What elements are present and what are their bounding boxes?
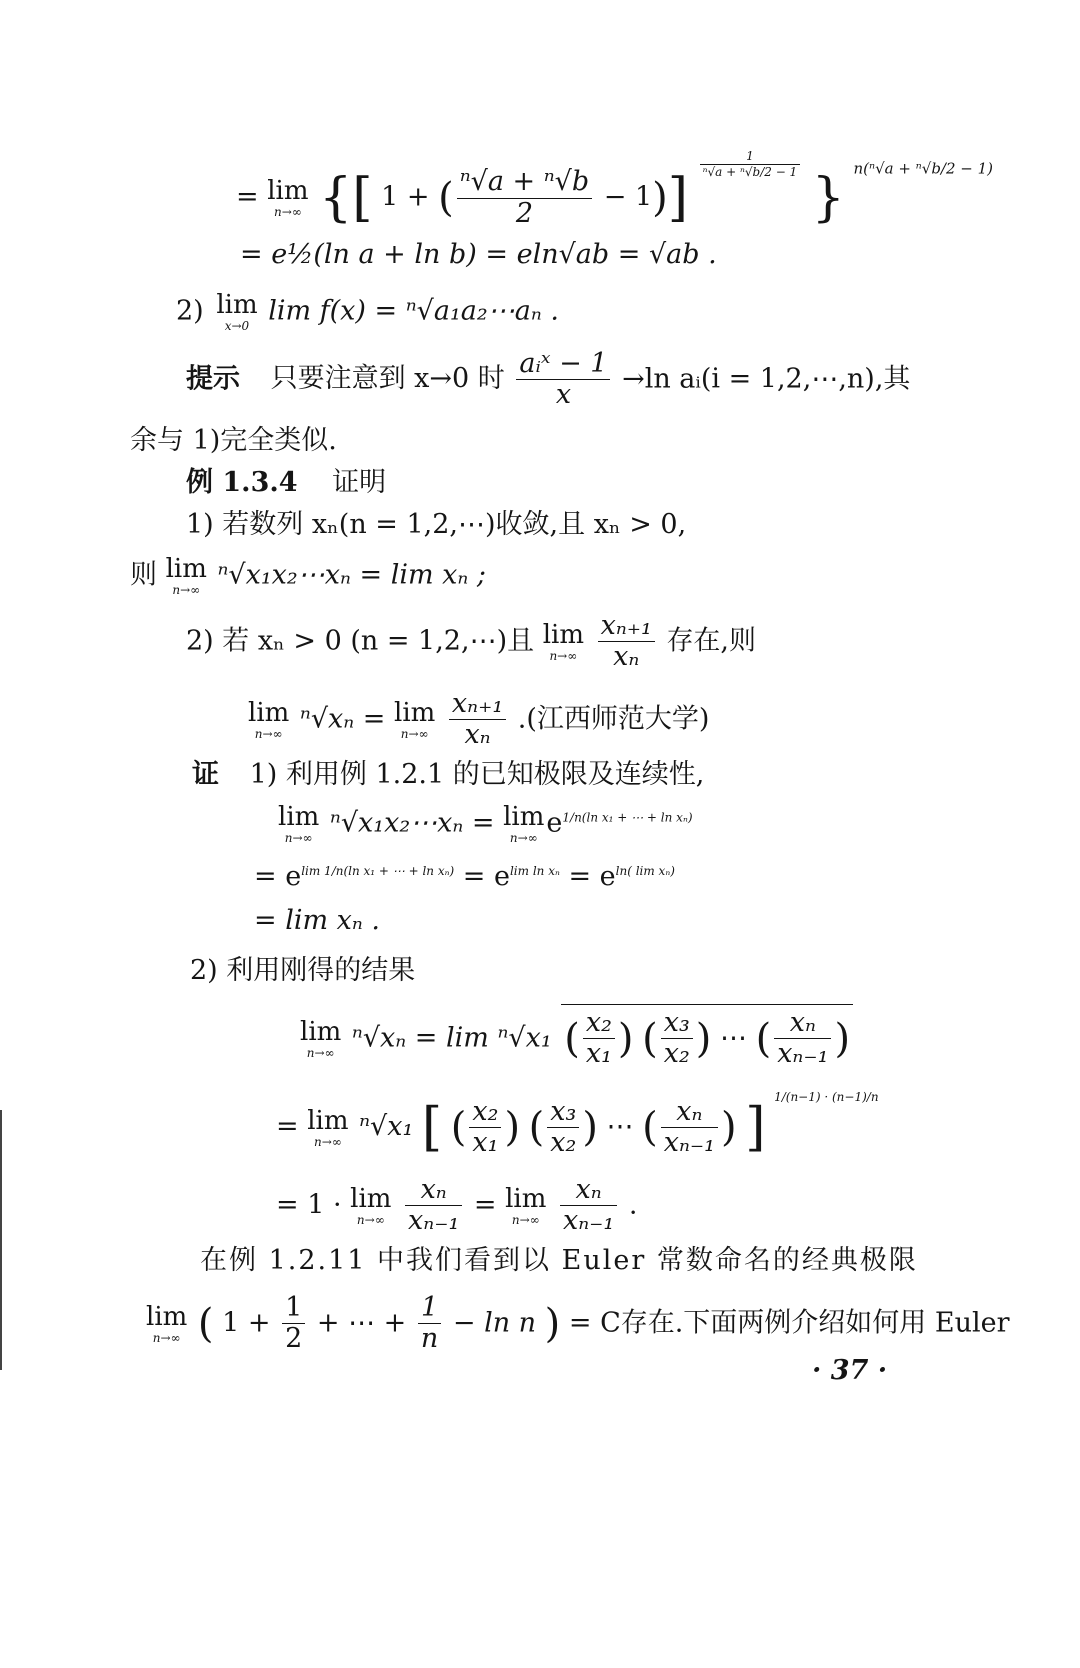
fraction-half: $\frac{1}{2}$ (282, 1294, 305, 1354)
limit-operator: lim n→∞ (505, 1183, 547, 1227)
eq-top-line-1: = lim n→∞ {[ 1 + ( $\frac{\text{ⁿ√a + ⁿ√b}}{2}$ − 1)] $\frac{1}{\text{ⁿ√a + ⁿ√b/2 − 1}}$ } $^{n(^n√a + ^n√b/2 - 1)}$ (236, 149, 994, 229)
inner-exponent: $\frac{1}{\text{ⁿ√a + ⁿ√b/2 − 1}}$ (700, 150, 801, 178)
limit-operator: lim n→∞ (248, 697, 290, 741)
proof-1-step-c (254, 904, 380, 938)
proof-1-step-a-left: ⁿ√x₁x₂⋯xₙ = (329, 807, 495, 839)
example-verb: 证明 (332, 467, 387, 498)
limit-operator: lim n→∞ (165, 554, 207, 597)
paragraph-line-2: lim n→∞ ( 1 + $\frac{1}{2}$ + ⋯ + $\frac{1}{n}$ − ln n ) = C存在.下面两例介绍如何用 Euler (146, 1292, 1010, 1355)
proof-2-step-b: = lim n→∞ ⁿ√x₁ [ ( $\frac{\text{x₂}}{\text{x₁}}$ ) ( $\frac{\text{x₃}}{\text{x₂}}$ ) ⋯ ( $\frac{\text{xₙ}}{\text{xₙ₋₁}}$ ) ] $^{1/(n-1) \cdot (n-1)/n}$ (276, 1090, 879, 1158)
limit-operator: lim n→∞ (307, 1105, 349, 1149)
ratio-fraction: $\frac{\text{xₙ}}{\text{xₙ₋₁}}$ (560, 1176, 617, 1236)
hint-text-1: 只要注意到 x→0 时 (270, 363, 505, 395)
term-one-plus: 1 + (222, 1307, 271, 1339)
proof-1-step-b (254, 860, 675, 894)
then-word: 则 (130, 559, 157, 591)
proof-line-1: 1) 利用例 1.2.1 的已知极限及连续性, (249, 759, 705, 790)
paragraph-line-2-tail: = C存在.下面两例介绍如何用 Euler (568, 1307, 1010, 1339)
hint-continuation: 余与 1)完全类似. (130, 425, 337, 456)
paragraph-line-1: 在例 1.2.11 中我们看到以 Euler 常数命名的经典极限 (200, 1245, 918, 1276)
equals-e: = e (568, 861, 616, 892)
item-2 (176, 292, 559, 332)
example-item-1: 1) 若数列 xₙ(n = 1,2,⋯)收敛,且 xₙ > 0, (186, 509, 687, 540)
limit-operator: lim n→∞ (503, 802, 545, 845)
one-times: = 1 · (276, 1189, 342, 1221)
proof-1-result: = lim xₙ . (254, 905, 380, 936)
minus-one: − 1 (603, 181, 653, 213)
ratio-fraction: $\frac{\text{xₙ}}{\text{xₙ₋₁}}$ (405, 1176, 462, 1236)
root-limit-left: ⁿ√xₙ = (299, 703, 386, 735)
proof-heading (192, 758, 704, 792)
example-item-2 (186, 612, 756, 672)
series-dots: + ⋯ + (316, 1307, 407, 1339)
fraction-one-over-n: $\frac{1}{n}$ (418, 1294, 441, 1354)
hint-label: 提示 (186, 363, 240, 395)
eq-top-line-2 (240, 238, 717, 272)
nth-root-product: ( $\frac{\text{x₂}}{\text{x₁}}$ ) ( $\frac{\text{x₃}}{\text{x₂}}$ ) ⋯ ( $\frac{\text{xₙ}}{\text{xₙ₋₁}}$ ) (561, 1004, 853, 1069)
scan-edge-line (0, 1110, 2, 1370)
limit-operator: lim n→∞ (267, 176, 309, 220)
limit-operator: lim x→0 (216, 290, 258, 333)
exponent: 1/n(ln x₁ + ⋯ + ln xₙ) (562, 810, 693, 825)
proof-line-2: 2) 利用刚得的结果 (190, 955, 416, 986)
equals-e: = e (462, 861, 510, 892)
equals-sign: = (236, 181, 259, 213)
proof-label: 证 (192, 759, 219, 790)
proof-2-step-a-left: ⁿ√xₙ = lim ⁿ√x₁ (351, 1022, 552, 1054)
minus-ln-n: − ln n (452, 1307, 537, 1339)
example-heading (186, 466, 386, 500)
equals-e: = e (254, 861, 302, 892)
limit-operator: lim n→∞ (146, 1301, 188, 1345)
hint-fraction: $\frac{\text{aᵢˣ − 1}}{x}$ (516, 350, 610, 410)
example-item-2-text-a: 2) 若 xₙ > 0 (n = 1,2,⋯)且 (186, 625, 535, 657)
example-item-1-eq (130, 556, 486, 596)
item-2-body: lim f(x) = ⁿ√a₁a₂⋯aₙ . (268, 295, 559, 327)
ratio-fraction: $\frac{\text{xₙ₊₁}}{\text{xₙ}}$ (449, 690, 506, 750)
limit-operator: lim n→∞ (542, 619, 584, 663)
exponent: ln( lim xₙ) (615, 864, 675, 878)
example-item-2-eq (248, 690, 709, 750)
equals-sign: = (473, 1189, 497, 1221)
eq-top-line-2-text: = e½(ln a + ln b) = eln√ab = √ab . (240, 239, 717, 270)
period: . (628, 1189, 638, 1221)
hint-text-2: →ln aᵢ(i = 1,2,⋯,n),其 (622, 363, 911, 395)
proof-2-step-c (276, 1176, 637, 1236)
example-number: 例 1.3.4 (186, 467, 298, 498)
ratio-fraction: $\frac{\text{xₙ₊₁}}{\text{xₙ}}$ (598, 612, 655, 672)
item-2-label: 2) (176, 295, 204, 327)
exponent: lim 1/n(ln x₁ + ⋯ + ln xₙ) (301, 864, 455, 878)
limit-operator: lim n→∞ (394, 697, 436, 741)
proof-1-step-a: lim n→∞ ⁿ√x₁x₂⋯xₙ = lim n→∞ $e^{1/n(ln x_1 + \cdots + ln x_n)}$ (278, 802, 693, 845)
limit-operator: lim n→∞ (278, 802, 320, 845)
limit-operator: lim n→∞ (350, 1183, 392, 1227)
outer-exponent: n(ⁿ√a + ⁿ√b/2 − 1) (853, 159, 994, 178)
source-citation: .(江西师范大学) (517, 703, 710, 735)
limit-operator: lim n→∞ (300, 1016, 342, 1060)
exponent: 1/(n−1) · (n−1)/n (774, 1090, 879, 1104)
fraction-root-sum: $\frac{\text{ⁿ√a + ⁿ√b}}{2}$ (457, 168, 592, 228)
proof-2-step-a (300, 1004, 853, 1069)
page-number: · 37 · (812, 1355, 888, 1386)
hint-line (186, 350, 910, 410)
plus-sign: + (406, 181, 430, 213)
example-item-1-formula: ⁿ√x₁x₂⋯xₙ = lim xₙ ; (217, 559, 486, 591)
term-one: 1 (381, 181, 399, 213)
exponent: lim ln xₙ (509, 864, 560, 878)
example-item-2-text-b: 存在,则 (666, 625, 757, 657)
